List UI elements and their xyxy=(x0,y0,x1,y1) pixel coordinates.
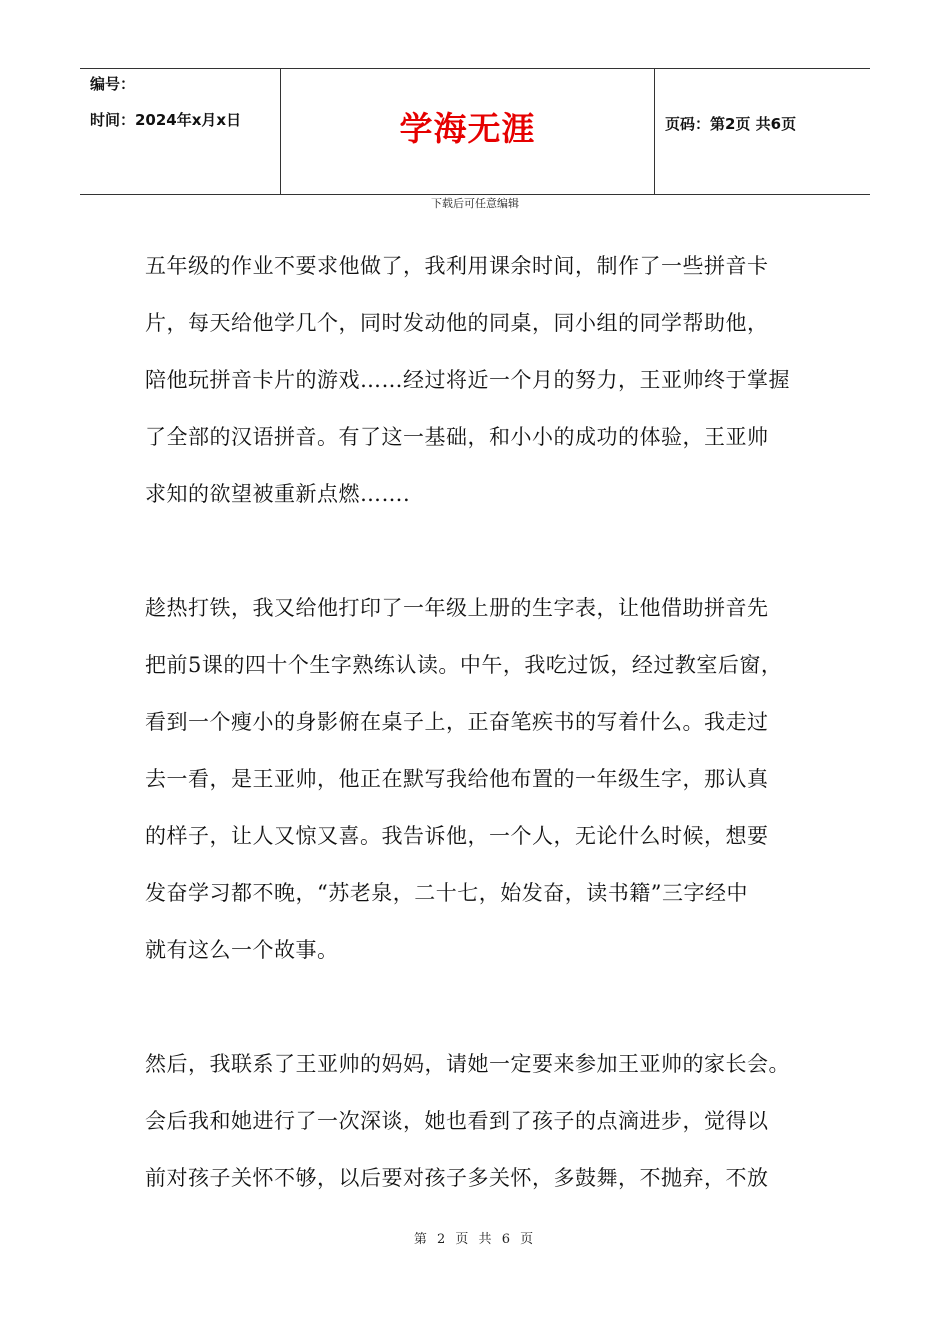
paragraph-3 xyxy=(145,1036,835,1207)
text-line: 看到一个瘦小的身影俯在桌子上，正奋笔疾书的写着什么。我走过 xyxy=(145,710,769,734)
text-line: 会后我和她进行了一次深谈，她也看到了孩子的点滴进步，觉得以 xyxy=(145,1109,769,1133)
text-line: 前对孩子关怀不够，以后要对孩子多关怀，多鼓舞，不抛弃，不放 xyxy=(145,1166,769,1190)
text-line: 陪他玩拼音卡片的游戏……经过将近一个月的努力，王亚帅终于掌握 xyxy=(145,368,790,392)
text-line: 然后，我联系了王亚帅的妈妈，请她一定要来参加王亚帅的家长会。 xyxy=(145,1052,790,1076)
header-page-cell xyxy=(655,69,870,194)
text-line: 把前5课的四十个生字熟练认读。中午，我吃过饭，经过教室后窗， xyxy=(145,653,783,677)
text-line: 就有这么一个故事。 xyxy=(145,938,339,962)
header-page-number: 页码：第2页 共6页 xyxy=(665,115,797,133)
header-meta-cell xyxy=(80,69,281,194)
text-line: 发奋学习都不晚，“苏老泉，二十七，始发奋，读书籍”三字经中 xyxy=(145,881,748,905)
text-line: 趁热打铁，我又给他打印了一年级上册的生字表，让他借助拼音先 xyxy=(145,596,769,620)
document-time-label: 时间：2024年x月x日 xyxy=(90,111,242,129)
document-body xyxy=(145,238,835,1207)
text-line: 的样子，让人又惊又喜。我告诉他，一个人，无论什么时候，想要 xyxy=(145,824,769,848)
page-footer: 第 2 页 共 6 页 xyxy=(413,1232,537,1247)
paragraph-2 xyxy=(145,580,835,979)
header-brand-cell xyxy=(281,69,655,194)
brand-title: 学海无涯 xyxy=(399,109,536,148)
text-line: 片，每天给他学几个，同时发动他的同桌，同小组的同学帮助他， xyxy=(145,311,769,335)
document-header xyxy=(80,68,870,195)
document-code-label: 编号： xyxy=(90,75,136,93)
text-line: 求知的欲望被重新点燃……. xyxy=(145,482,411,506)
edit-note: 下载后可任意编辑 xyxy=(431,197,519,210)
paragraph-1 xyxy=(145,238,835,523)
text-line: 去一看，是王亚帅，他正在默写我给他布置的一年级生字，那认真 xyxy=(145,767,769,791)
text-line: 了全部的汉语拼音。有了这一基础，和小小的成功的体验，王亚帅 xyxy=(145,425,769,449)
text-line: 五年级的作业不要求他做了，我利用课余时间，制作了一些拼音卡 xyxy=(145,254,769,278)
